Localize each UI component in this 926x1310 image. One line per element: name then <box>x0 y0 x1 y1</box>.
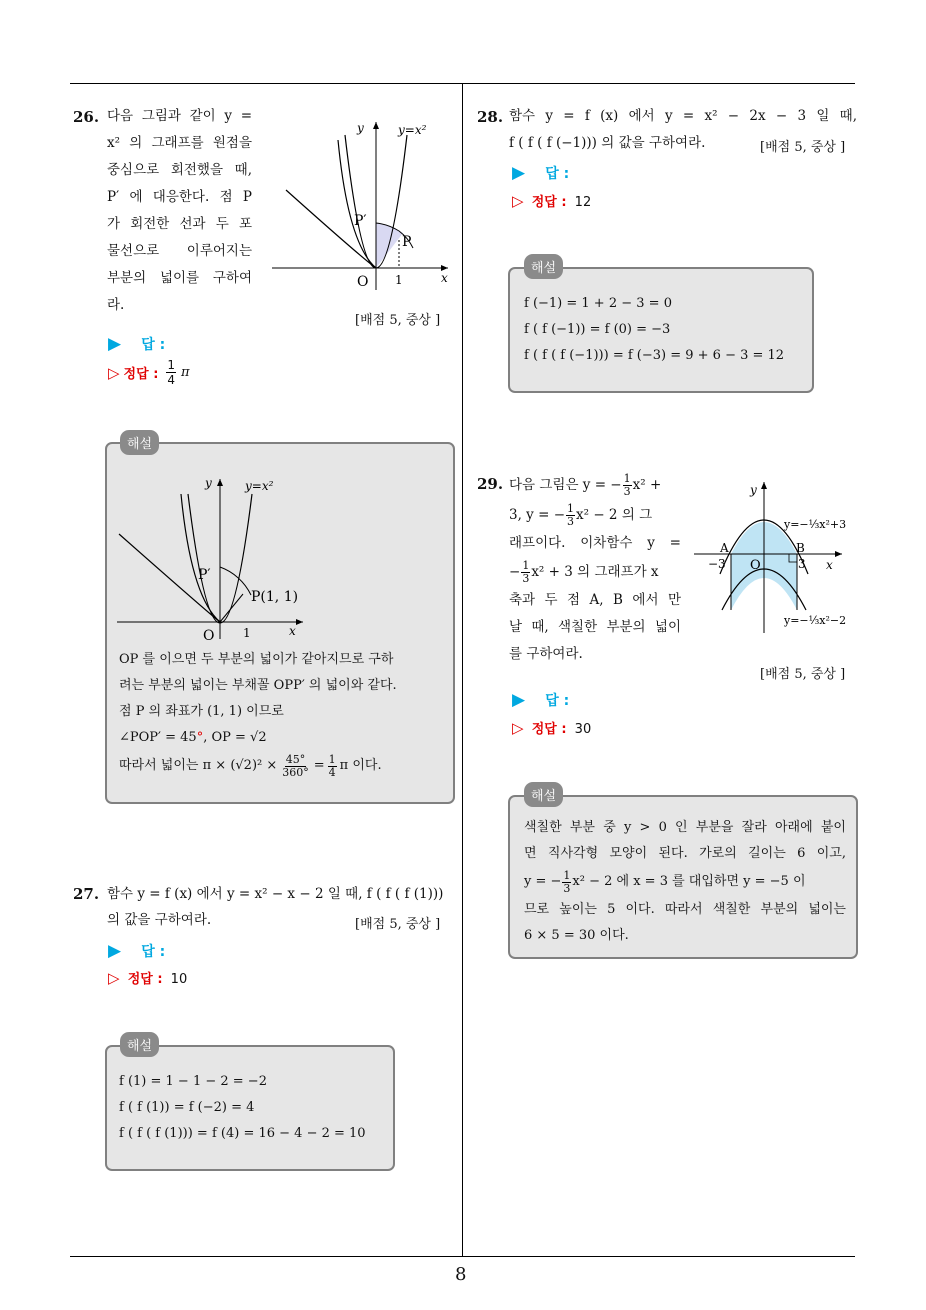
page-number: 8 <box>455 1264 467 1285</box>
sol-line: f ( f (1)) = f (−2) = 4 <box>119 1100 255 1115</box>
q29-figure <box>692 478 864 638</box>
x-label: x <box>441 271 448 285</box>
svg-text:O: O <box>750 558 761 573</box>
answer-label: 답 : <box>545 693 570 709</box>
q26-solution-text <box>119 647 449 781</box>
svg-text:y=x²: y=x² <box>245 479 274 493</box>
triangle-outline-icon: ▷ <box>108 363 120 382</box>
q29-line: 3, y = − $\frac{1}{3}$ x² − 2 의 그 <box>509 501 653 528</box>
triangle-outline-icon: ▷ <box>512 192 524 210</box>
q26-line: 다음 그림과 같이 y = <box>107 108 252 124</box>
q26-figure <box>268 110 458 295</box>
q26-solution-figure <box>113 469 313 641</box>
correct-answer-label: 정답 : <box>531 722 567 737</box>
q27-solution-box <box>105 1045 395 1171</box>
rotated-parabola-inner <box>338 140 376 268</box>
q27-solution-text <box>119 1069 366 1147</box>
solution-tag: 해설 <box>524 782 563 807</box>
q26-line: 중심으로 회전했을 때, <box>107 162 252 178</box>
q28-line2: f ( f ( f (−1))) 의 값을 구하여라. <box>509 135 706 151</box>
q26-score: [배점 5, 중상 ] <box>355 313 441 328</box>
correct-answer-label: 정답 : <box>123 367 159 382</box>
svg-text:1: 1 <box>243 626 251 640</box>
origin-label: O <box>357 274 369 290</box>
sol-area-line: 따라서 넓이는 π × (√2)² × $\frac{45^\circ}{360^\circ}$ = $\frac{1}{4}$ π 이다. <box>119 752 382 779</box>
sol-line: 점 P 의 좌표가 (1, 1) 이므로 <box>119 704 284 719</box>
svg-text:3: 3 <box>798 557 806 571</box>
q29-solution-text <box>524 815 846 949</box>
correct-answer-tail: π <box>181 365 190 380</box>
correct-answer-value: 10 <box>170 972 188 987</box>
sol-line: 므로 높이는 5 이다. 따라서 색칠한 부분의 넓이는 <box>524 902 846 917</box>
triangle-outline-icon: ▷ <box>512 719 524 737</box>
q26-line: 라. <box>107 297 125 313</box>
q27-line1: 함수 y = f (x) 에서 y = x² − x − 2 일 때, f ( f ( f (1))) <box>107 886 444 902</box>
triangle-outline-icon: ▷ <box>108 969 120 987</box>
rotated-parabola <box>286 190 376 268</box>
svg-text:y=−⅓x²−2: y=−⅓x²−2 <box>784 614 847 627</box>
answer-label: 답 : <box>141 944 166 960</box>
sol-line: 려는 부분의 넓이는 부채꼴 OPP′ 의 넓이와 같다. <box>119 678 397 693</box>
y-label: y <box>357 121 364 135</box>
play-arrow-icon: ▶ <box>108 941 122 961</box>
play-arrow-icon: ▶ <box>512 690 526 710</box>
answer-label: 답 : <box>545 166 570 182</box>
answer-label: 답 : <box>141 337 166 353</box>
q26-answer-row <box>108 334 165 354</box>
q29-line: 날 때, 색칠한 부분의 넓이 <box>509 619 681 635</box>
svg-text:P(1, 1): P(1, 1) <box>251 589 299 605</box>
bottom-rule <box>70 1256 855 1257</box>
q28-solution-text <box>524 291 784 369</box>
sol-line: f (1) = 1 − 1 − 2 = −2 <box>119 1074 267 1089</box>
sol-line: 면 직사각형 모양이 된다. 가로의 길이는 6 이고, <box>524 846 846 861</box>
q28-correct-row <box>512 191 591 210</box>
q28-score: [배점 5, 중상 ] <box>760 140 846 155</box>
one-label: 1 <box>395 273 403 287</box>
svg-text:x: x <box>289 624 296 638</box>
correct-answer-value: 30 <box>574 722 592 737</box>
q27-answer-row <box>108 941 165 961</box>
play-arrow-icon: ▶ <box>108 334 122 354</box>
curve-label: y=x² <box>398 123 427 137</box>
solution-tag: 해설 <box>524 254 563 279</box>
sol-line: f (−1) = 1 + 2 − 3 = 0 <box>524 296 672 311</box>
q26-correct-row <box>108 358 190 387</box>
sol-angle-line: ∠POP′ = 45°, OP = √2 <box>119 730 267 745</box>
q29-text <box>509 470 681 668</box>
q28-answer-row <box>512 163 569 183</box>
q27-line2: 의 값을 구하여라. <box>107 912 212 928</box>
svg-text:y: y <box>205 476 212 490</box>
correct-answer-fraction: $\frac{1}{4}$ <box>167 358 176 387</box>
q29-line: 래프이다. 이차함수 y = <box>509 535 681 551</box>
correct-answer-value: 12 <box>574 195 592 210</box>
svg-text:x: x <box>826 558 833 572</box>
svg-text:y: y <box>750 483 757 497</box>
q29-line: − $\frac{1}{3}$ x² + 3 의 그래프가 x <box>509 558 659 585</box>
q29-answer-row <box>512 690 569 710</box>
svg-text:P′: P′ <box>198 567 211 583</box>
sol-line: OP 를 이으면 두 부분의 넓이가 같아지므로 구하 <box>119 652 394 667</box>
q26-line: 물선으로 이루어지는 <box>107 243 252 259</box>
sol-line: 색칠한 부분 중 y > 0 인 부분을 잘라 아래에 붙이 <box>524 820 846 835</box>
sol-line: f ( f ( f (1))) = f (4) = 16 − 4 − 2 = 10 <box>119 1126 366 1141</box>
sol-line: f ( f (−1)) = f (0) = −3 <box>524 322 671 337</box>
q26-number: 26. <box>73 108 100 126</box>
sol-line: 6 × 5 = 30 이다. <box>524 928 629 943</box>
q29-number: 29. <box>477 475 504 493</box>
play-arrow-icon: ▶ <box>512 163 526 183</box>
q26-line: 가 회전한 선과 두 포 <box>107 216 252 232</box>
q26-line: x² 의 그래프를 원점을 <box>107 135 252 151</box>
q29-score: [배점 5, 중상 ] <box>760 667 846 682</box>
correct-answer-label: 정답 : <box>127 972 163 987</box>
q28-solution-box <box>508 267 814 393</box>
svg-text:y=−⅓x²+3: y=−⅓x²+3 <box>784 518 847 531</box>
pp-label: P′ <box>354 213 367 229</box>
solution-tag: 해설 <box>120 1032 159 1057</box>
solution-tag: 해설 <box>120 430 159 455</box>
q27-score: [배점 5, 중상 ] <box>355 917 441 932</box>
q29-correct-row <box>512 718 591 737</box>
svg-text:−3: −3 <box>708 557 726 571</box>
q29-solution-box <box>508 795 858 959</box>
q26-solution-box <box>105 442 455 804</box>
q29-line: 를 구하여라. <box>509 646 583 662</box>
sol-line: f ( f ( f (−1))) = f (−3) = 9 + 6 − 3 = 12 <box>524 348 785 363</box>
sol-line: y = − $\frac{1}{3}$ x² − 2 에 x = 3 를 대입하면 y = −5 이 <box>524 868 806 895</box>
q26-line: 부분의 넓이를 구하여 <box>107 270 252 286</box>
svg-text:O: O <box>203 628 215 641</box>
q28-number: 28. <box>477 108 504 126</box>
q29-line: 다음 그림은 y = − $\frac{1}{3}$ x² + <box>509 471 662 498</box>
q26-line: P′ 에 대응한다. 점 P <box>107 189 252 205</box>
q27-correct-row <box>108 968 187 987</box>
svg-text:B: B <box>796 541 805 555</box>
column-divider <box>462 83 463 1256</box>
q29-line: 축과 두 점 A, B 에서 만 <box>509 592 681 608</box>
svg-text:A: A <box>720 541 729 555</box>
correct-answer-label: 정답 : <box>531 195 567 210</box>
q28-line1: 함수 y = f (x) 에서 y = x² − 2x − 3 일 때, <box>509 108 857 124</box>
q26-text <box>107 103 252 319</box>
p-label: P <box>402 234 412 250</box>
q27-number: 27. <box>73 885 100 903</box>
